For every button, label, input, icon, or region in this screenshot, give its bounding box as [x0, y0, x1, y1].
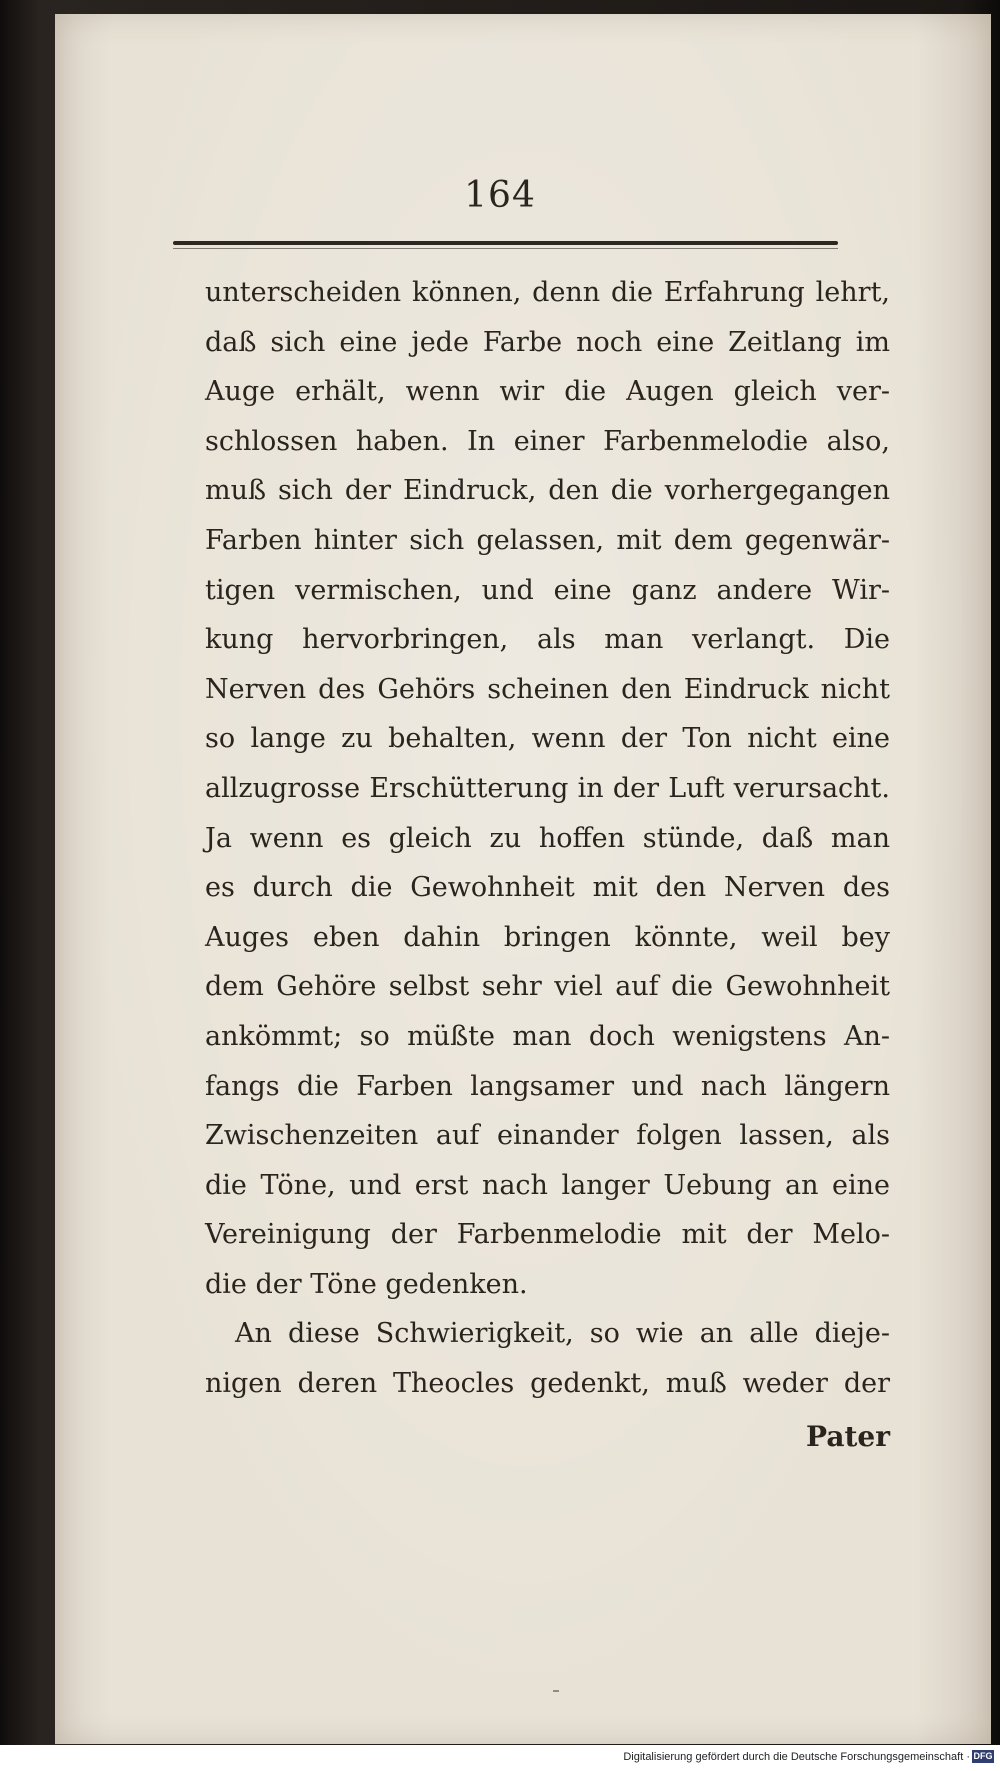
text-line: es durch die Gewohnheit mit den Nerven des: [205, 872, 890, 904]
text-line: dem Gehöre selbst sehr viel auf die Gewohnheit: [205, 971, 890, 1003]
text-line: muß sich der Eindruck, den die vorhergegangen: [205, 475, 890, 507]
text-line: Auges eben dahin bringen könnte, weil bey: [205, 921, 890, 953]
text-line: Zwischenzeiten auf einander folgen lassen, als: [205, 1120, 890, 1152]
text-line: allzugrosse Erschütterung in der Luft verursacht.: [205, 772, 890, 804]
text-line: nigen deren Theocles gedenkt, muß weder der: [205, 1368, 890, 1400]
text-line: Auge erhält, wenn wir die Augen gleich ver-: [205, 376, 890, 408]
header-rule: [173, 241, 838, 245]
text-line: kung hervorbringen, als man verlangt. Die: [205, 624, 890, 656]
header-rule-thin: [173, 248, 838, 249]
text-line: Nerven des Gehörs scheinen den Eindruck nicht: [205, 673, 890, 705]
text-line: daß sich eine jede Farbe noch eine Zeitlang im: [205, 326, 890, 358]
text-line: Ja wenn es gleich zu hoffen stünde, daß man: [205, 822, 890, 854]
text-line: An diese Schwierigkeit, so wie an alle dieje-: [235, 1318, 890, 1350]
dfg-logo: DFG: [973, 1751, 993, 1761]
text-line: ankömmt; so müßte man doch wenigstens An-: [205, 1020, 890, 1052]
paper-mark: [553, 1690, 559, 1692]
text-line: tigen vermischen, und eine ganz andere Wir-: [205, 574, 890, 606]
text-line: Farben hinter sich gelassen, mit dem gegenwär-: [205, 524, 890, 556]
text-line: unterscheiden können, denn die Erfahrung lehrt,: [205, 277, 890, 308]
text-line: die der Töne gedenken.: [205, 1268, 528, 1300]
text-line: die Töne, und erst nach langer Uebung an eine: [205, 1169, 890, 1201]
digitization-credit: Digitalisierung gefördert durch die Deutsche Forschungsgemeinschaft ·: [623, 1751, 970, 1763]
text-line: schlossen haben. In einer Farbenmelodie also,: [205, 425, 890, 457]
page-number: 164: [464, 175, 536, 216]
text-line: so lange zu behalten, wenn der Ton nicht eine: [205, 723, 890, 755]
catchword: Pater: [806, 1420, 890, 1453]
text-line: fangs die Farben langsamer und nach längern: [205, 1070, 890, 1102]
text-line: Vereinigung der Farbenmelodie mit der Melo-: [205, 1219, 890, 1251]
body-text: [205, 268, 890, 1409]
